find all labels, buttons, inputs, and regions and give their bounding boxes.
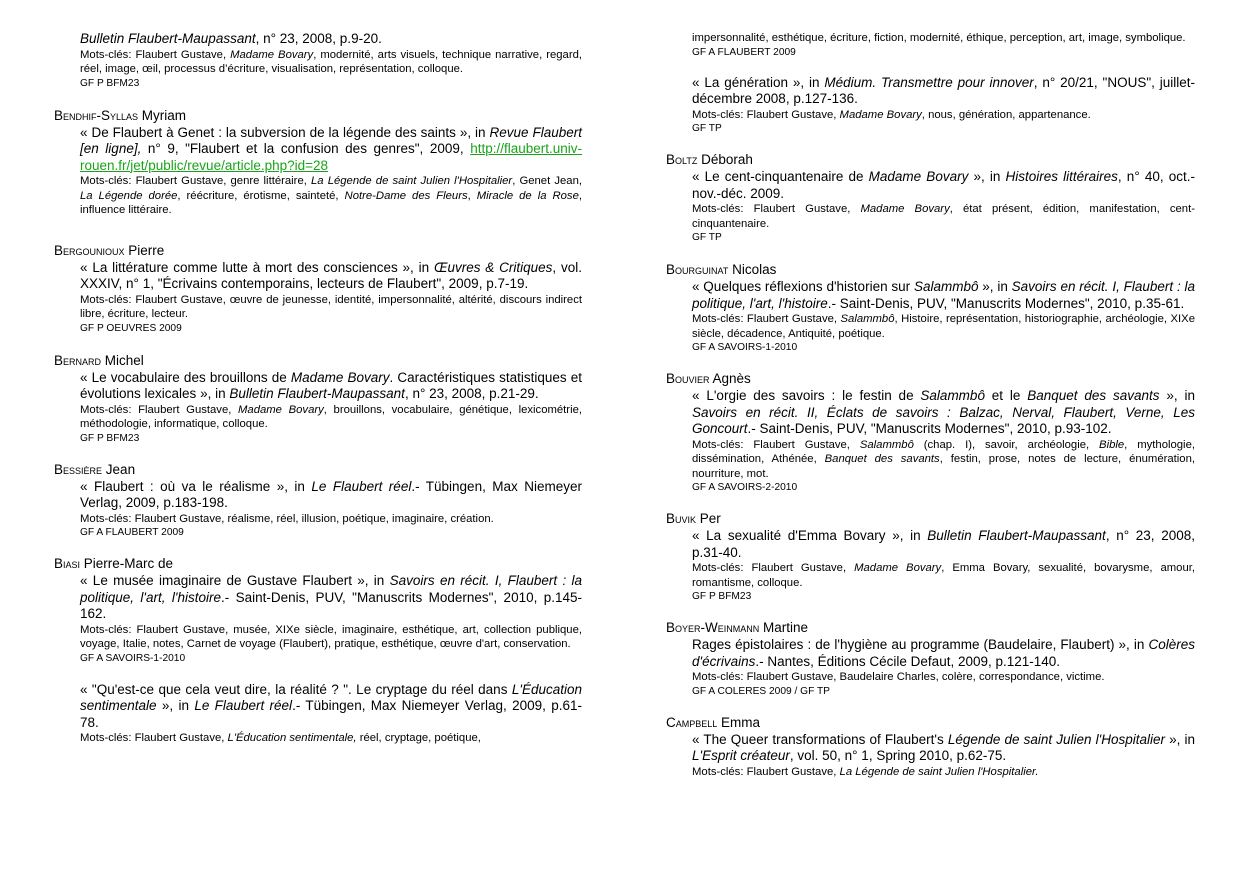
work-item [692, 75, 1195, 136]
keywords: Mots-clés: Flaubert Gustave, genre littéraire, La Légende de saint Julien l'Hospitalier, Genet Jean, La Légende dorée, réécriture, érotisme, sainteté, Notre-Dame des Fleurs, Miracle de la Rose, influence littéraire. [80, 175, 582, 216]
right-column [666, 0, 1195, 779]
keywords: Mots-clés: Flaubert Gustave, Madame Bovary, Emma Bovary, sexualité, bovarysme, amour, romantisme, colloque. [692, 562, 1196, 589]
keywords: Mots-clés: Flaubert Gustave, Salammbô, Histoire, représentation, historiographie, archéologie, XIXe siècle, décadence, Antiquité, poétique. [692, 313, 1195, 340]
author-name: Campbell Emma [666, 714, 761, 730]
keywords: Mots-clés: Flaubert Gustave, œuvre de jeunesse, identité, impersonnalité, altérité, discours indirect libre, écriture, lecteur. [80, 293, 582, 320]
work-title: « Le musée imaginaire de Gustave Flaubert », in Savoirs en récit. I, Flaubert : la politique, l'art, l'histoire.- Saint-Denis, PUV, "Manuscrits Modernes", 2010, p.145-162. [80, 573, 583, 621]
bibliography-entry [54, 108, 582, 218]
keywords: impersonnalité, esthétique, écriture, fiction, modernité, éthique, perception, art, image, symbolique. [692, 32, 1186, 44]
continued-entry [666, 31, 1195, 135]
shelf-location: GF TP [692, 123, 722, 134]
bibliography-entry [666, 715, 1195, 780]
bibliography-entry [54, 462, 582, 540]
bibliography-entry [666, 152, 1195, 244]
author-name: Bessière Jean [54, 461, 136, 477]
keywords: Mots-clés: Flaubert Gustave, Salammbô (chap. I), savoir, archéologie, Bible, mythologie, dissémination, Athénée, Banquet des savants, festin, prose, notes de lecture, énumération, nourriture, mot. [692, 438, 1196, 480]
left-column [54, 0, 582, 746]
bibliography-entry [666, 262, 1195, 354]
keywords: Mots-clés: Flaubert Gustave, musée, XIXe siècle, imaginaire, esthétique, art, collection publique, voyage, Italie, notes, Carnet de voyage (Flaubert), pratique, esthétique, œuvre d'art, conservation. [80, 623, 582, 650]
keywords: Mots-clés: Flaubert Gustave, L'Éducation sentimentale, réel, cryptage, poétique, [80, 732, 481, 744]
shelf-location: GF A FLAUBERT 2009 [692, 46, 796, 58]
article-link[interactable]: http://flaubert.univ-rouen.fr/jet/public/revue/article.php?id=28 [80, 141, 582, 173]
bibliography-entry [666, 511, 1195, 603]
shelf-location: GF P OEUVRES 2009 [80, 322, 182, 334]
continued-entry [54, 31, 582, 90]
shelf-location: GF A SAVOIRS-1-2010 [80, 652, 186, 664]
shelf-location: GF P BFM23 [80, 432, 140, 444]
shelf-location: GF P BFM23 [80, 77, 140, 89]
shelf-location: GF A COLERES 2009 / GF TP [692, 685, 830, 697]
shelf-location: GF A SAVOIRS-1-2010 [692, 342, 798, 353]
shelf-location: GF TP [692, 232, 722, 243]
work-title: « The Queer transformations of Flaubert's Légende de saint Julien l'Hospitalier », in L'Esprit créateur, vol. 50, n° 1, Spring 2010, p.62-75. [692, 731, 1195, 763]
bibliography-entry [54, 353, 582, 445]
work-title: « De Flaubert à Genet : la subversion de la légende des saints », in Revue Flaubert [en ligne], n° 9, "Flaubert et la confusion des genres", 2009, http://flaubert.univ-rouen.fr/jet/public/revue/article.php?id=28 [80, 124, 582, 173]
author-name: Boyer-Weinmann Martine [666, 620, 809, 635]
bibliography-entry [54, 556, 582, 746]
shelf-location: GF A SAVOIRS-2-2010 [692, 482, 798, 493]
work-title: « La littérature comme lutte à mort des consciences », in Œuvres & Critiques, vol. XXXIV, n° 1, "Écrivains contemporains, lecteurs de Flaubert", 2009, p.7-19. [80, 259, 582, 291]
work-title: « "Qu'est-ce que cela veut dire, la réalité ? ". Le cryptage du réel dans L'Éducation sentimentale », in Le Flaubert réel.- Tübingen, Max Niemeyer Verlag, 2009, p.61-78. [80, 681, 582, 730]
keywords: Mots-clés: Flaubert Gustave, Madame Bovary, brouillons, vocabulaire, génétique, lexicométrie, méthodologie, informatique, colloque. [80, 403, 582, 430]
author-name: Biasi Pierre-Marc de [54, 556, 174, 571]
work-title: « Le vocabulaire des brouillons de Madame Bovary. Caractéristiques statistiques et évolutions lexicales », in Bulletin Flaubert-Maupassant, n° 23, 2008, p.21-29. [80, 369, 582, 401]
work-title: « Quelques réflexions d'historien sur Salammbô », in Savoirs en récit. I, Flaubert : la politique, l'art, l'histoire.- Saint-Denis, PUV, "Manuscrits Modernes", 2010, p.35-61. [692, 279, 1195, 311]
author-name: Bendhif-Syllas Myriam [54, 107, 187, 123]
work-title: « Flaubert : où va le réalisme », in Le Flaubert réel.- Tübingen, Max Niemeyer Verlag, 2009, p.183-198. [80, 478, 582, 510]
keywords: Mots-clés: Flaubert Gustave, Madame Bovary, modernité, arts visuels, technique narrative, regard, réel, image, œil, processus d’écriture, visualisation, représentation, colloque. [80, 48, 583, 75]
work-title: « La génération », in Médium. Transmettre pour innover, n° 20/21, "NOUS", juillet-décembre 2008, p.127-136. [692, 74, 1195, 106]
author-name: Buvik Per [666, 511, 721, 526]
work-item [80, 682, 582, 746]
work-title: Rages épistolaires : de l'hygiène au programme (Baudelaire, Flaubert) », in Colères d'écrivains.- Nantes, Éditions Cécile Defaut, 2009, p.121-140. [692, 637, 1195, 669]
author-name: Bouvier Agnès [666, 371, 751, 386]
work-title: Bulletin Flaubert-Maupassant, n° 23, 2008, p.9-20. [80, 31, 382, 46]
author-name: Bernard Michel [54, 352, 144, 368]
author-name: Bourguinat Nicolas [666, 262, 777, 277]
keywords: Mots-clés: Flaubert Gustave, réalisme, réel, illusion, poétique, imaginaire, création. [80, 512, 494, 525]
work-title: « Le cent-cinquantenaire de Madame Bovary », in Histoires littéraires, n° 40, oct.-nov.-déc. 2009. [692, 169, 1195, 201]
author-name: Boltz Déborah [666, 152, 753, 167]
bibliography-entry [666, 371, 1195, 494]
keywords: Mots-clés: Flaubert Gustave, La Légende de saint Julien l'Hospitalier. [692, 765, 1039, 778]
keywords: Mots-clés: Flaubert Gustave, Madame Bovary, état présent, édition, manifestation, cent-cinquantenaire. [692, 203, 1195, 230]
bibliography-entry [666, 620, 1195, 698]
author-name: Bergounioux Pierre [54, 242, 165, 258]
shelf-location: GF P BFM23 [692, 591, 752, 602]
shelf-location: GF A FLAUBERT 2009 [80, 527, 184, 538]
work-title: « La sexualité d'Emma Bovary », in Bulletin Flaubert-Maupassant, n° 23, 2008, p.31-40. [692, 528, 1195, 560]
bibliography-entry [54, 243, 582, 335]
work-title: « L'orgie des savoirs : le festin de Salammbô et le Banquet des savants », in Savoirs en récit. II, Éclats de savoirs : Balzac, Nerval, Flaubert, Verne, Les Goncourt.- Saint-Denis, PUV, "Manuscrits Modernes", 2010, p.93-102. [692, 388, 1195, 436]
keywords: Mots-clés: Flaubert Gustave, Madame Bovary, nous, génération, appartenance. [692, 108, 1091, 121]
keywords: Mots-clés: Flaubert Gustave, Baudelaire Charles, colère, correspondance, victime. [692, 671, 1105, 683]
